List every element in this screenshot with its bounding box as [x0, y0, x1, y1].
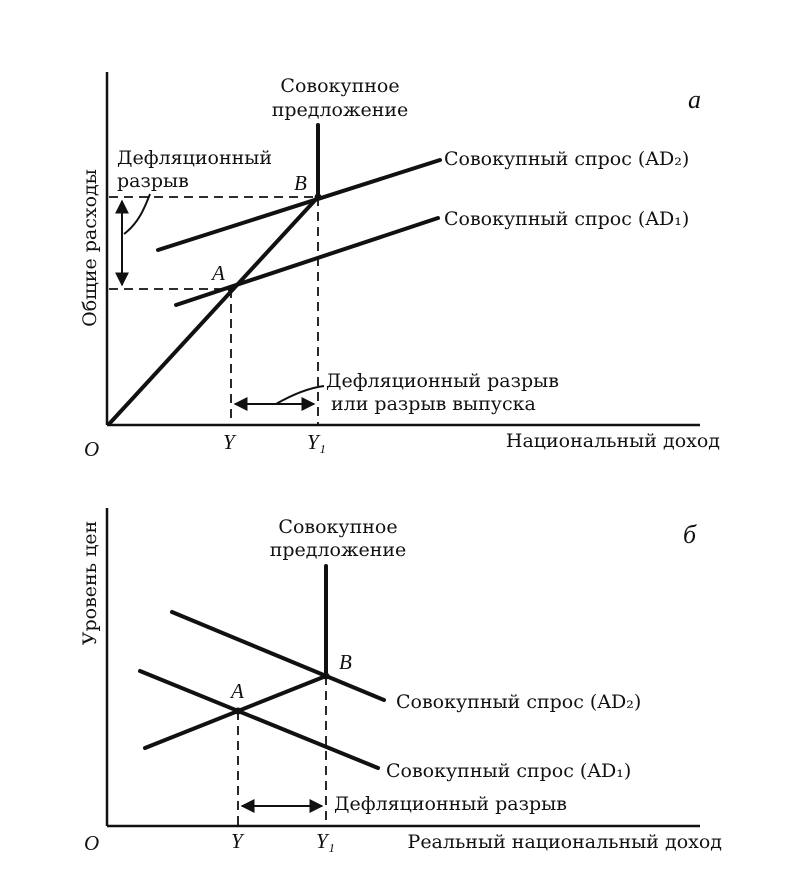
top-gap-bottom-label-1: Дефляционный разрыв — [326, 370, 559, 392]
bottom-ad2-label: Совокупный спрос (AD₂) — [396, 691, 642, 713]
top-supply-label-2: предложение — [271, 99, 409, 121]
bottom-supply-label-2: предложение — [269, 539, 407, 561]
top-gap-left-label-1: Дефляционный — [117, 147, 273, 169]
top-output-gap-pointer — [276, 386, 324, 404]
bottom-ad2-line — [172, 612, 384, 700]
bottom-gap-label: Дефляционный разрыв — [334, 793, 567, 815]
bottom-tick-y1: Y₁ — [316, 829, 335, 853]
bottom-supply-label-1: Совокупное — [278, 516, 398, 538]
top-point-b-label: B — [294, 171, 307, 195]
bottom-ad1-label: Совокупный спрос (AD₁) — [386, 760, 632, 782]
top-panel-letter: а — [688, 85, 701, 114]
top-point-a-label: A — [212, 261, 225, 285]
top-gap-left-label-2: разрыв — [117, 170, 189, 192]
top-gap-pointer — [124, 194, 150, 234]
bottom-panel-letter: б — [683, 520, 697, 549]
top-x-axis-label: Национальный доход — [505, 430, 720, 452]
bottom-x-axis-label: Реальный национальный доход — [407, 831, 722, 853]
bottom-ad1-line — [140, 671, 378, 768]
bottom-y-axis-label: Уровень цен — [79, 520, 101, 646]
bottom-point-a-label: A — [231, 679, 244, 703]
top-gap-bottom-label-2: или разрыв выпуска — [331, 393, 536, 415]
top-tick-y1: Y₁ — [307, 430, 326, 454]
top-tick-y: Y — [223, 430, 235, 454]
top-panel — [79, 72, 720, 461]
top-ad1-label: Совокупный спрос (AD₁) — [444, 208, 690, 230]
top-ad2-label: Совокупный спрос (AD₂) — [444, 148, 690, 170]
top-origin-label: O — [84, 437, 100, 461]
bottom-tick-y: Y — [231, 829, 243, 853]
bottom-panel — [79, 508, 722, 855]
bottom-origin-label: O — [84, 831, 100, 855]
bottom-point-b-label: B — [339, 650, 352, 674]
top-supply-label-1: Совокупное — [280, 75, 400, 97]
top-y-axis-label: Общие расходы — [79, 169, 101, 327]
